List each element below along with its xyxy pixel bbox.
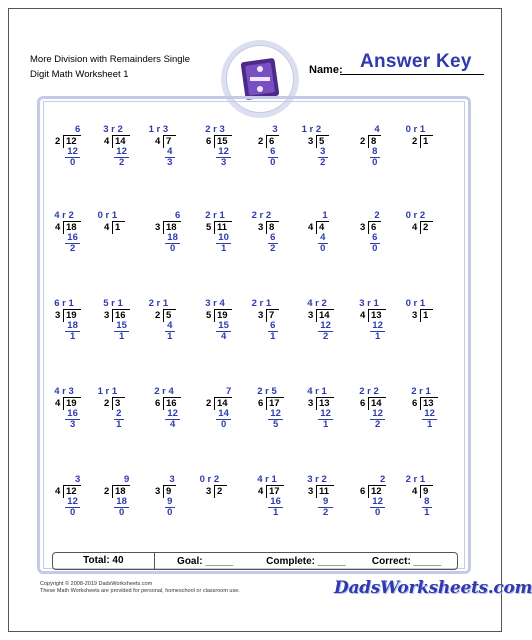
remainder-step: 2 <box>322 507 329 518</box>
subtraction-step: 10 <box>216 233 231 244</box>
divisor: 3 <box>308 310 314 321</box>
division-problem <box>306 210 352 256</box>
remainder-step: 1 <box>322 419 329 430</box>
dividend: 2 <box>217 486 223 497</box>
remainder-step: 2 <box>270 243 276 254</box>
dividend: 15 <box>217 136 228 147</box>
quotient-answer: 4 <box>374 124 380 135</box>
dividend: 12 <box>66 486 77 497</box>
divisor: 2 <box>258 136 264 147</box>
divisor: 3 <box>258 310 264 321</box>
quotient-answer: 1 <box>322 210 328 221</box>
divisor: 3 <box>412 310 418 321</box>
division-problem <box>199 474 250 520</box>
quotient-answer: 3 r 2 <box>103 124 123 135</box>
dividend: 1 <box>115 222 121 233</box>
divisor: 2 <box>104 486 110 497</box>
division-problem <box>251 210 302 256</box>
worksheet-title: More Division with Remainders Single Digit Math Worksheet 1 <box>30 54 190 80</box>
quotient-answer: 2 <box>380 474 386 485</box>
quotient-answer: 2 r 3 <box>205 124 225 135</box>
subtraction-step: 12 <box>318 409 333 420</box>
remainder-step: 0 <box>69 507 76 518</box>
divisor: 4 <box>360 310 366 321</box>
divisor: 2 <box>55 136 61 147</box>
divisor: 2 <box>155 310 161 321</box>
quotient-answer: 2 r 1 <box>148 298 169 309</box>
division-problem <box>358 386 404 432</box>
divisor: 6 <box>412 398 418 409</box>
remainder-step: 1 <box>118 331 125 342</box>
score-bar <box>52 552 458 570</box>
division-problem <box>102 124 148 170</box>
division-problem <box>204 124 250 170</box>
divisor: 4 <box>55 486 61 497</box>
divisor: 5 <box>206 310 212 321</box>
divisor: 4 <box>55 398 61 409</box>
division-problem <box>53 210 99 256</box>
remainder-step: 2 <box>118 157 125 168</box>
divisor: 5 <box>206 222 212 233</box>
quotient-answer: 3 <box>272 124 278 135</box>
copyright-line: Copyright © 2008-2019 DadsWorksheets.com <box>40 581 153 587</box>
quotient-answer: 2 r 5 <box>257 386 277 397</box>
remainder-step: 2 <box>322 331 329 342</box>
quotient-answer: 9 <box>124 474 130 485</box>
dividend: 3 <box>115 398 121 409</box>
division-problem <box>306 474 352 520</box>
subtraction-step: 12 <box>114 147 129 158</box>
division-problem <box>148 124 199 170</box>
division-problem <box>405 124 456 170</box>
subtraction-step: 16 <box>65 409 80 420</box>
division-problem <box>153 210 199 256</box>
subtraction-step: 15 <box>114 321 129 332</box>
dividend: 6 <box>371 222 377 233</box>
quotient-answer: 1 r 2 <box>301 124 322 135</box>
dividend: 12 <box>66 136 77 147</box>
quotient-answer: 1 r 3 <box>148 124 169 135</box>
quotient-answer: 4 r 2 <box>307 298 327 309</box>
dividend: 19 <box>66 310 77 321</box>
dividend: 9 <box>166 486 172 497</box>
division-problem <box>102 474 148 520</box>
divisor: 2 <box>360 136 366 147</box>
dividend: 2 <box>423 222 429 233</box>
dividend: 19 <box>66 398 77 409</box>
quotient-answer: 0 r 1 <box>405 298 426 309</box>
quotient-answer: 6 r 1 <box>54 298 74 309</box>
subtraction-step: 12 <box>422 409 437 420</box>
quotient-answer: 0 r 1 <box>97 210 118 221</box>
dividend: 18 <box>66 222 77 233</box>
quotient-answer: 2 r 4 <box>154 386 174 397</box>
subtraction-step: 16 <box>65 233 80 244</box>
goal-field: Goal: _____ <box>177 555 234 567</box>
brand-logo: DadsWorksheets.com <box>334 578 532 598</box>
quotient-answer: 6 <box>75 124 81 135</box>
divisor: 4 <box>104 136 110 147</box>
dividend: 13 <box>371 310 382 321</box>
quotient-answer: 3 r 2 <box>307 474 327 485</box>
quotient-answer: 3 r 4 <box>205 298 225 309</box>
subtraction-step: 8 <box>422 497 432 508</box>
division-problem <box>405 298 456 344</box>
divisor: 2 <box>412 136 418 147</box>
subtraction-step: 4 <box>165 321 175 332</box>
divisor: 3 <box>308 136 314 147</box>
division-problem <box>153 386 199 432</box>
remainder-step: 0 <box>69 157 76 168</box>
divisor: 6 <box>206 136 212 147</box>
divisor: 2 <box>104 398 110 409</box>
subtraction-step: 6 <box>268 233 278 244</box>
subtraction-step: 12 <box>318 321 333 332</box>
dividend: 11 <box>319 486 330 497</box>
remainder-step: 0 <box>220 419 227 430</box>
division-problem <box>148 298 199 344</box>
quotient-answer: 2 r 1 <box>411 386 431 397</box>
quotient-answer: 2 r 2 <box>251 210 272 221</box>
subtraction-step: 12 <box>268 409 283 420</box>
subtraction-step: 12 <box>65 147 80 158</box>
remainder-step: 0 <box>374 507 381 518</box>
subtraction-step: 12 <box>370 321 385 332</box>
dividend: 8 <box>269 222 275 233</box>
division-problem <box>301 124 352 170</box>
remainder-step: 0 <box>372 243 378 254</box>
subtraction-step: 14 <box>216 409 231 420</box>
dividend: 1 <box>423 136 429 147</box>
subtraction-step: 6 <box>268 321 278 332</box>
remainder-step: 3 <box>220 157 227 168</box>
remainder-step: 5 <box>272 419 279 430</box>
dividend: 8 <box>371 136 377 147</box>
divisor: 3 <box>308 486 314 497</box>
dividend: 9 <box>423 486 429 497</box>
quotient-answer: 2 r 1 <box>205 210 225 221</box>
dividend: 6 <box>269 136 275 147</box>
copyright-notice <box>40 581 240 595</box>
divisor: 6 <box>155 398 161 409</box>
remainder-step: 2 <box>69 243 76 254</box>
division-problem <box>153 474 199 520</box>
quotient-answer: 0 r 2 <box>405 210 426 221</box>
total-count: Total: 40 <box>53 553 155 569</box>
divisor: 4 <box>412 222 418 233</box>
divisor: 3 <box>155 486 161 497</box>
division-problem <box>405 474 456 520</box>
subtraction-step: 12 <box>165 409 180 420</box>
correct-field: Correct: _____ <box>371 555 442 567</box>
dividend: 18 <box>115 486 126 497</box>
subtraction-step: 2 <box>114 409 124 420</box>
remainder-step: 1 <box>426 419 433 430</box>
division-problem <box>53 474 99 520</box>
subtraction-step: 6 <box>268 147 278 158</box>
quotient-answer: 3 <box>75 474 81 485</box>
remainder-step: 1 <box>69 331 76 342</box>
dividend: 19 <box>217 310 228 321</box>
subtraction-step: 15 <box>216 321 231 332</box>
dividend: 7 <box>269 310 275 321</box>
remainder-step: 0 <box>169 243 176 254</box>
subtraction-step: 12 <box>370 409 385 420</box>
quotient-answer: 1 r 1 <box>97 386 118 397</box>
remainder-step: 0 <box>320 243 326 254</box>
divisor: 3 <box>55 310 61 321</box>
divisor: 6 <box>360 398 366 409</box>
remainder-step: 1 <box>272 507 279 518</box>
dividend: 14 <box>319 310 330 321</box>
divisor: 3 <box>206 486 212 497</box>
division-problem <box>204 298 250 344</box>
dividend: 16 <box>115 310 126 321</box>
dividend: 4 <box>319 222 325 233</box>
remainder-step: 1 <box>424 507 430 518</box>
divisor: 3 <box>258 222 264 233</box>
dividend: 18 <box>166 222 177 233</box>
divisor: 4 <box>308 222 314 233</box>
division-problem <box>204 210 250 256</box>
dividend: 16 <box>166 398 177 409</box>
dividend: 17 <box>269 398 280 409</box>
division-problem <box>405 210 456 256</box>
quotient-answer: 0 r 2 <box>199 474 220 485</box>
subtraction-step: 12 <box>370 497 385 508</box>
division-problem <box>358 210 404 256</box>
remainder-step: 3 <box>167 157 173 168</box>
divisor: 6 <box>360 486 366 497</box>
remainder-step: 1 <box>270 331 276 342</box>
subtraction-step: 4 <box>318 233 328 244</box>
remainder-step: 2 <box>320 157 326 168</box>
remainder-step: 0 <box>167 507 173 518</box>
division-problem <box>97 386 148 432</box>
remainder-step: 1 <box>116 419 122 430</box>
division-problem <box>358 124 404 170</box>
division-problem <box>53 386 99 432</box>
subtraction-step: 3 <box>318 147 328 158</box>
complete-field: Complete: _____ <box>266 555 346 567</box>
division-problem <box>306 298 352 344</box>
quotient-answer: 2 r 2 <box>359 386 379 397</box>
subtraction-step: 8 <box>370 147 380 158</box>
divisor: 4 <box>155 136 161 147</box>
dividend: 17 <box>269 486 280 497</box>
division-problem <box>358 298 404 344</box>
division-problem <box>102 298 148 344</box>
divisor: 3 <box>308 398 314 409</box>
subtraction-step: 12 <box>216 147 231 158</box>
remainder-step: 1 <box>220 243 227 254</box>
dividend: 14 <box>371 398 382 409</box>
quotient-answer: 5 r 1 <box>103 298 123 309</box>
subtraction-step: 18 <box>65 321 80 332</box>
quotient-answer: 4 r 2 <box>54 210 74 221</box>
remainder-step: 2 <box>374 419 381 430</box>
quotient-answer: 4 r 3 <box>54 386 74 397</box>
remainder-step: 3 <box>69 419 76 430</box>
divisor: 4 <box>104 222 110 233</box>
divisor: 2 <box>206 398 212 409</box>
name-label: Name: <box>309 64 343 76</box>
quotient-answer: 4 r 1 <box>257 474 277 485</box>
division-problem <box>306 386 352 432</box>
division-problem <box>256 386 302 432</box>
division-problem <box>97 210 148 256</box>
subtraction-step: 9 <box>165 497 175 508</box>
quotient-answer: 3 <box>169 474 175 485</box>
divisor: 4 <box>258 486 264 497</box>
dividend: 13 <box>423 398 434 409</box>
subtraction-step: 18 <box>114 497 129 508</box>
dividend: 7 <box>166 136 172 147</box>
divisor: 4 <box>412 486 418 497</box>
divisor: 3 <box>155 222 161 233</box>
subtraction-step: 18 <box>165 233 180 244</box>
quotient-answer: 4 r 1 <box>307 386 327 397</box>
dividend: 5 <box>166 310 172 321</box>
quotient-answer: 6 <box>175 210 181 221</box>
remainder-step: 0 <box>118 507 125 518</box>
division-problem <box>410 386 456 432</box>
remainder-step: 0 <box>270 157 276 168</box>
divisor: 4 <box>55 222 61 233</box>
division-problem <box>256 124 302 170</box>
dividend: 11 <box>217 222 228 233</box>
remainder-step: 4 <box>220 331 227 342</box>
quotient-answer: 2 r 1 <box>405 474 426 485</box>
divisor: 6 <box>258 398 264 409</box>
divisor: 3 <box>104 310 110 321</box>
division-problem <box>204 386 250 432</box>
remainder-step: 1 <box>374 331 381 342</box>
dividend: 5 <box>319 136 325 147</box>
dividend: 12 <box>371 486 382 497</box>
remainder-step: 4 <box>169 419 176 430</box>
remainder-step: 1 <box>167 331 173 342</box>
remainder-step: 0 <box>372 157 378 168</box>
division-problem <box>53 124 99 170</box>
divisor: 3 <box>360 222 366 233</box>
quotient-answer: 0 r 1 <box>405 124 426 135</box>
subtraction-step: 16 <box>268 497 283 508</box>
answer-key-heading: Answer Key <box>360 51 472 72</box>
subtraction-step: 12 <box>65 497 80 508</box>
division-problem <box>53 298 99 344</box>
quotient-answer: 3 r 1 <box>359 298 379 309</box>
division-problem <box>256 474 302 520</box>
subtraction-step: 4 <box>165 147 175 158</box>
subtraction-step: 9 <box>318 497 333 508</box>
division-problem <box>358 474 404 520</box>
dividend: 14 <box>217 398 228 409</box>
quotient-answer: 2 r 1 <box>251 298 272 309</box>
quotient-answer: 7 <box>226 386 232 397</box>
dividend: 1 <box>423 310 429 321</box>
dividend: 14 <box>115 136 126 147</box>
dividend: 13 <box>319 398 330 409</box>
usage-line: These Math Worksheets are provided for personal, homeschool or classroom use. <box>40 588 240 594</box>
division-problem <box>251 298 302 344</box>
quotient-answer: 2 <box>374 210 380 221</box>
subtraction-step: 6 <box>370 233 380 244</box>
